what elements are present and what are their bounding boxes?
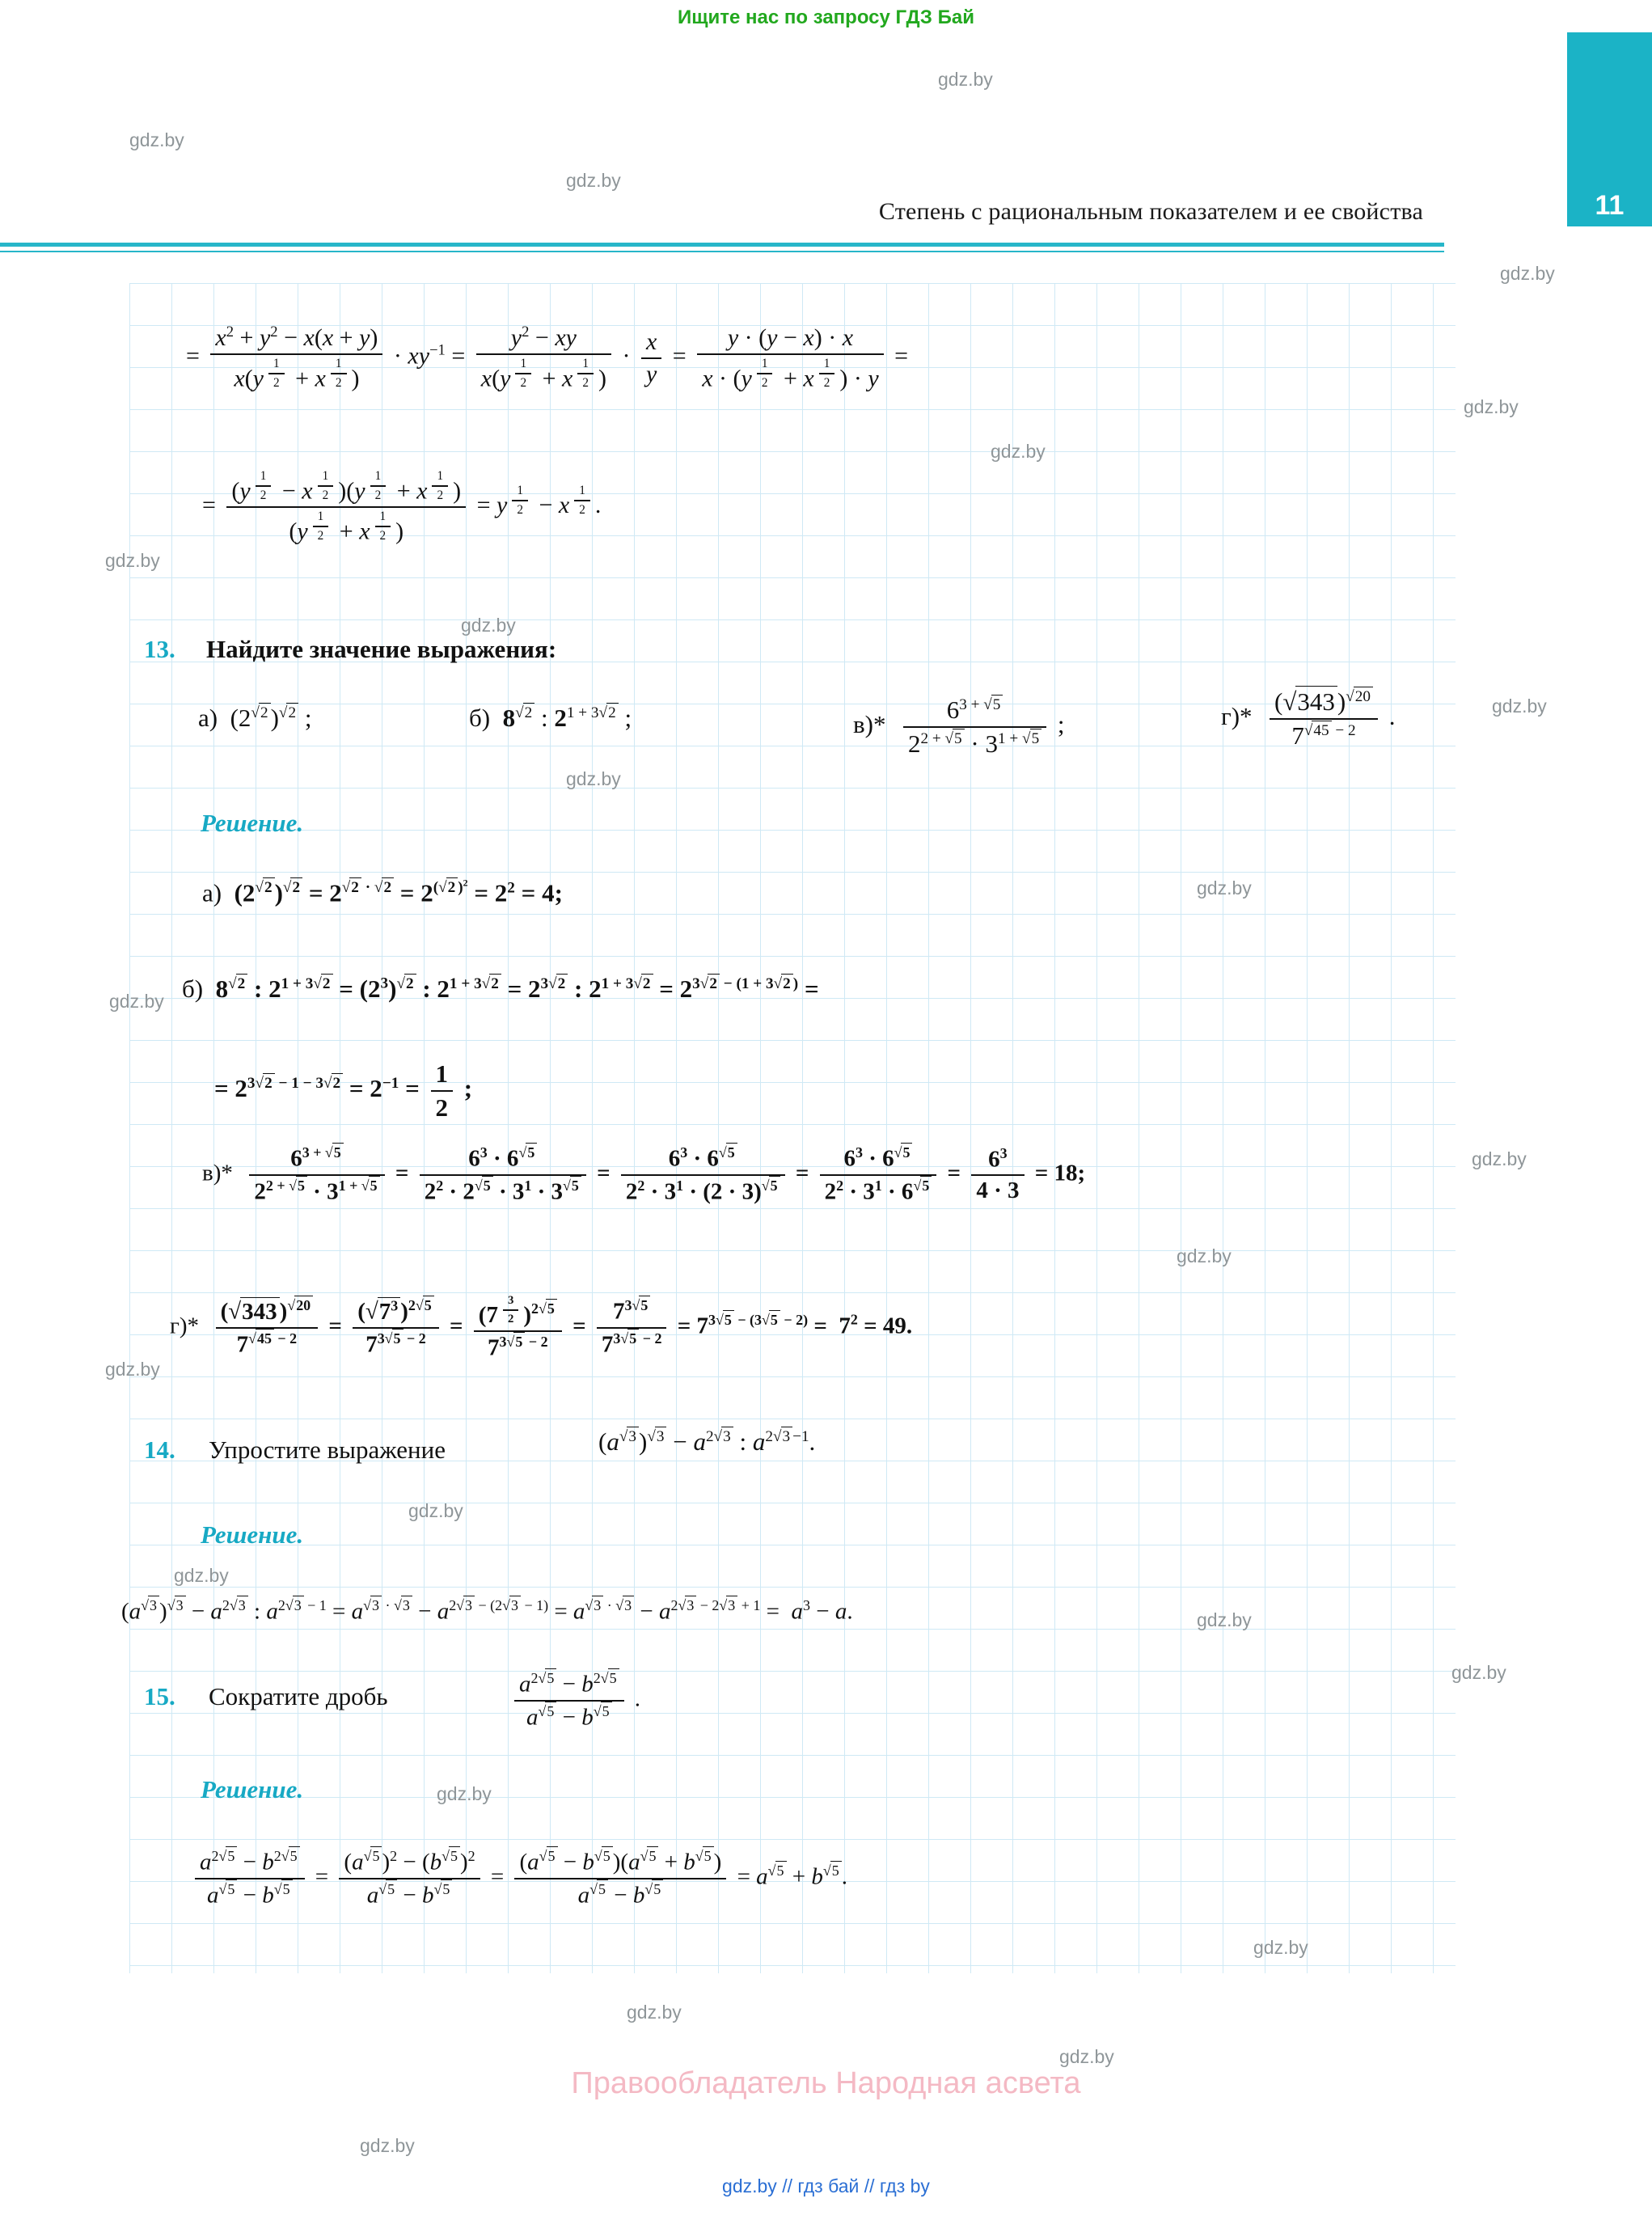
item-label-v: в)* xyxy=(853,710,886,739)
solution-13-a: а) $(2^{√2})^{√2} = 2^{√2 \cdot √2} = 2^{(√2 )^2} = 2^2 = 4$; xyxy=(202,877,563,907)
watermark-5: gdz.by xyxy=(991,441,1046,462)
expression-continued-line1: = $x^2 + y^2 - x(x + y)$ x(y $^{\frac{1}{2}}$ + x $^{\frac{1}{2}}$ ) · $xy^{-1}$ = $y^2$ − xy x(y $^{\frac{1}{2}}$ + x $^{\frac{1}{2}}$ ) · $\frac{x}{y}$ = y · (y − x) · x x · (y $^{\frac{1}{2}}$ + x $^{\frac{1}{2}}$ ) · y = xyxy=(186,323,909,392)
watermark-1: gdz.by xyxy=(938,69,993,90)
header-rule-thin xyxy=(0,251,1444,252)
item-label-g: г)* xyxy=(1221,702,1253,731)
watermark-18: gdz.by xyxy=(1451,1662,1506,1683)
solution-13-b-line1: б) $8^{√2}$ : $2^{1 + 3√2} = (2^3)^{√2}$ : $2^{1 + 3√2} = 2^{3√2}$ : $2^{1 + 3√2} = 2^{3√2 - (1 + 3√2 )}$ = xyxy=(182,975,819,1003)
page-title: Степень с рациональным показателем и ее свойства xyxy=(878,198,1423,225)
watermark-6: gdz.by xyxy=(105,550,160,571)
watermark-9: gdz.by xyxy=(566,768,621,789)
task-15-number: 15. xyxy=(144,1682,175,1710)
solution-label-a: а) xyxy=(202,878,222,907)
task-13-item-a: а) $(2^{√2})^{√2}$ ; xyxy=(198,704,312,732)
solution-label-14: Решение. xyxy=(201,1520,304,1549)
watermark-8: gdz.by xyxy=(1492,696,1547,717)
watermark-21: gdz.by xyxy=(627,2002,682,2023)
watermark-13: gdz.by xyxy=(1177,1245,1232,1266)
task-13-number: 13. xyxy=(144,635,175,663)
watermark-2: gdz.by xyxy=(566,170,621,191)
task-15-expression: $\frac{a^{2√5} - b^{2√5}}{a^{√5} - b^{√5}}$ . xyxy=(509,1670,640,1731)
solution-label-15: Решение. xyxy=(201,1775,304,1803)
solution-15: $\frac{a^{2√5} - b^{2√5}}{a^{√5} - b^{√5}}$ = $\frac{(a^{√5} )^2 - (b^{√5} )^2}{a^{√5} - b^{√5}}$ = $\frac{(a^{√5} - b^{√5} )(a^{√5} + b^{√5} )}{a^{√5} - b^{√5}}$ = $a^{√5} + b^{√5}$ . xyxy=(190,1848,847,1909)
task-15-prompt: Сократите дробь xyxy=(209,1682,388,1710)
watermark-11: gdz.by xyxy=(109,991,164,1012)
item-label-a: а) xyxy=(198,704,218,732)
watermark-16: gdz.by xyxy=(174,1565,229,1586)
watermark-12: gdz.by xyxy=(1472,1148,1527,1169)
item-label-b: б) xyxy=(469,704,491,732)
watermark-23: gdz.by xyxy=(360,2135,415,2156)
task-14-expression: $(a^{√3})^{√3} - a^{2√3}$ : $a^{2√3 -1}$. xyxy=(598,1427,816,1456)
task-13-item-b: б) $8^{√2}$ : $2^{1 + 3√2}$ ; xyxy=(469,704,632,732)
watermark-22: gdz.by xyxy=(1059,2046,1114,2067)
watermark-14: gdz.by xyxy=(105,1359,160,1380)
copyright-line: Правообладатель Народная асвета xyxy=(571,2066,1081,2100)
solution-label-b: б) xyxy=(182,975,204,1003)
solution-label-v: в)* xyxy=(202,1160,233,1186)
solution-14: ($a^{√3}$ )$^{√3} - a^{2√3}$ : $a^{2√3 - 1} = a^{√3 \cdot √3} - a^{2√3 - (2√3 - 1)} = a^{√3 \cdot √3} - a^{2√3 - 2√3 + 1} = a^3 - a$. xyxy=(121,1597,853,1625)
expression-continued-line2: = (y $^{\frac{1}{2}}$ − x $^{\frac{1}{2}}$ )(y $^{\frac{1}{2}}$ + x $^{\frac{1}{2}}$ ) (y $^{\frac{1}{2}}$ + x $^{\frac{1}{2}}$ ) = y $^{\frac{1}{2}}$ − x $^{\frac{1}{2}}$ . xyxy=(202,469,602,545)
task-13-item-g: г)* $\frac{(√343)^{√20}}{7^{√45 - 2}}$ . xyxy=(1221,687,1396,750)
task-14-prompt: Упростите выражение xyxy=(209,1435,446,1464)
solution-13-b-line2: = $2^{3√2 - 1 - 3√2} = 2^{-1}$ = $\frac{1}{2}$ ; xyxy=(214,1059,473,1122)
task-13-prompt: Найдите значение выражения: xyxy=(206,635,557,663)
watermark-7: gdz.by xyxy=(461,615,516,636)
header-rule-thick xyxy=(0,243,1444,247)
solution-13-v: в)* $\frac{6^{3 + √5}}{2^{2 + √5} \cdot 3^{1 + √5}}$ = $\frac{6^3 \cdot 6^{√5}}{2^2 \cdot 2^{√5} \cdot 3^1 \cdot 3^{√5}}$ = $\frac{6^3 \cdot 6^{√5}}{2^2 \cdot 3^1 \cdot (2 \cdot 3)^{√5}}$ = $\frac{6^3 \cdot 6^{√5}}{2^2 \cdot 3^1 \cdot 6^{√5}}$ = $\frac{6^3}{4 \cdot 3}$ = 18; xyxy=(202,1144,1086,1205)
page-number: 11 xyxy=(1595,190,1625,221)
watermark-20: gdz.by xyxy=(1253,1937,1308,1958)
watermark-4: gdz.by xyxy=(1464,396,1519,417)
solution-label-13: Решение. xyxy=(201,809,304,837)
task-14-number: 14. xyxy=(144,1435,175,1464)
footer-links: gdz.by // гдз бай // гдз by xyxy=(722,2175,930,2197)
watermark-0: gdz.by xyxy=(129,129,184,150)
promo-banner: Ищите нас по запросу ГДЗ Бай xyxy=(678,6,974,28)
task-13-item-v: в)* $\frac{6^{3 + √5}}{2^{2 + √5} \cdot 3^{1 + √5}}$ ; xyxy=(853,696,1065,758)
watermark-3: gdz.by xyxy=(1500,263,1555,284)
solution-13-g: г)* $\frac{(√343 )^{√20}}{7^{√45 - 2}}$ = $\frac{(√7^3 )^{2√5}}{7^{3√5 - 2}}$ = (7 $^{\frac{3}{2}}$ )$^{2√5}$ $7^{3√5 - 2}$ = $\frac{7^{3√5}}{7^{3√5 - 2}}$ = $7^{3√5 - (3√5 - 2)} = 7^2 = 49$. xyxy=(170,1294,913,1361)
watermark-19: gdz.by xyxy=(437,1783,492,1804)
watermark-17: gdz.by xyxy=(1197,1609,1252,1630)
watermark-10: gdz.by xyxy=(1197,877,1252,898)
solution-label-g: г)* xyxy=(170,1313,200,1339)
watermark-15: gdz.by xyxy=(408,1500,463,1521)
